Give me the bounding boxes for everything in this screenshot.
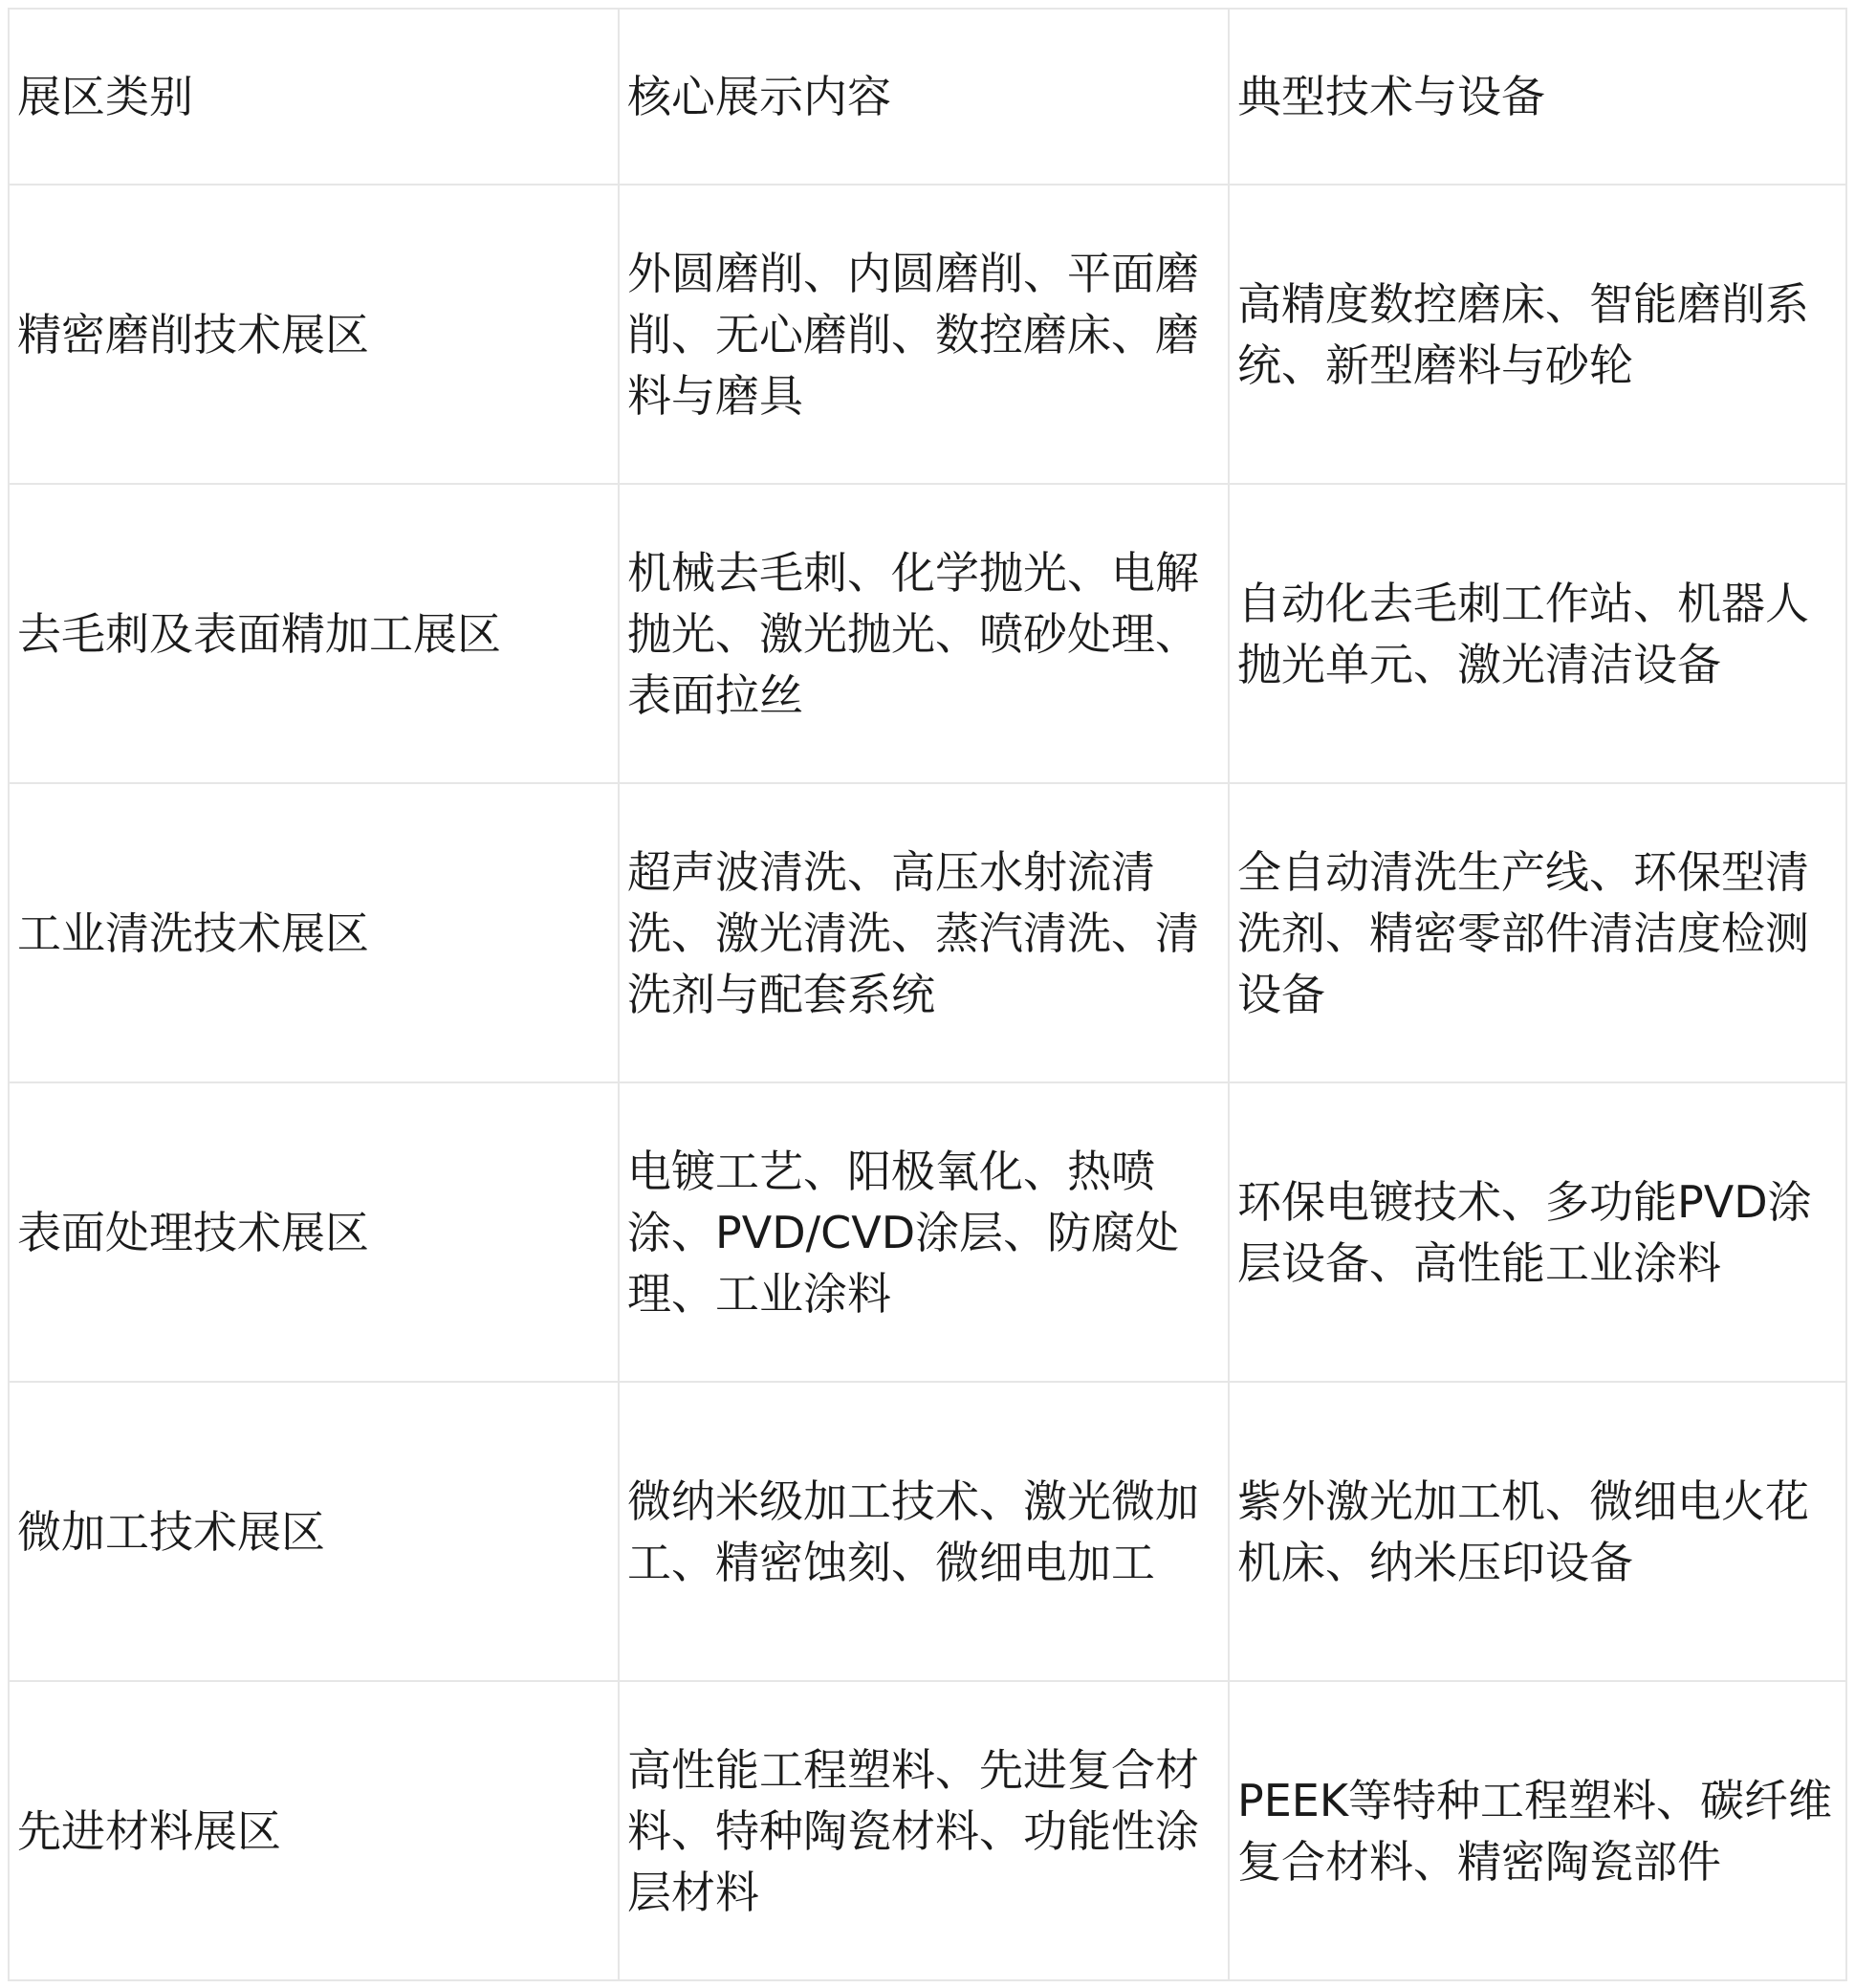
header-typical-tech: 典型技术与设备 <box>1229 9 1846 185</box>
table-row <box>9 1681 1846 1980</box>
core-content-cell: 高性能工程塑料、先进复合材料、特种陶瓷材料、功能性涂层材料 <box>619 1681 1229 1980</box>
zone-category-cell: 微加工技术展区 <box>9 1382 619 1681</box>
typical-tech-cell: 全自动清洗生产线、环保型清洗剂、精密零部件清洁度检测设备 <box>1229 783 1846 1082</box>
table-row <box>9 783 1846 1082</box>
zone-category-cell: 去毛刺及表面精加工展区 <box>9 484 619 783</box>
typical-tech-cell: PEEK等特种工程塑料、碳纤维复合材料、精密陶瓷部件 <box>1229 1681 1846 1980</box>
core-content-cell: 外圆磨削、内圆磨削、平面磨削、无心磨削、数控磨床、磨料与磨具 <box>619 185 1229 484</box>
typical-tech-cell: 环保电镀技术、多功能PVD涂层设备、高性能工业涂料 <box>1229 1082 1846 1382</box>
table-row <box>9 1082 1846 1382</box>
typical-tech-cell: 自动化去毛刺工作站、机器人抛光单元、激光清洁设备 <box>1229 484 1846 783</box>
zone-category-cell: 先进材料展区 <box>9 1681 619 1980</box>
zone-category-cell: 精密磨削技术展区 <box>9 185 619 484</box>
zone-category-cell: 表面处理技术展区 <box>9 1082 619 1382</box>
core-content-cell: 超声波清洗、高压水射流清洗、激光清洗、蒸汽清洗、清洗剂与配套系统 <box>619 783 1229 1082</box>
table-header-row <box>9 9 1846 185</box>
exhibition-zone-table <box>8 8 1847 1981</box>
core-content-cell: 微纳米级加工技术、激光微加工、精密蚀刻、微细电加工 <box>619 1382 1229 1681</box>
header-core-content: 核心展示内容 <box>619 9 1229 185</box>
header-zone-category: 展区类别 <box>9 9 619 185</box>
core-content-cell: 电镀工艺、阳极氧化、热喷涂、PVD/CVD涂层、防腐处理、工业涂料 <box>619 1082 1229 1382</box>
typical-tech-cell: 高精度数控磨床、智能磨削系统、新型磨料与砂轮 <box>1229 185 1846 484</box>
core-content-cell: 机械去毛刺、化学抛光、电解抛光、激光抛光、喷砂处理、表面拉丝 <box>619 484 1229 783</box>
typical-tech-cell: 紫外激光加工机、微细电火花机床、纳米压印设备 <box>1229 1382 1846 1681</box>
table-row <box>9 1382 1846 1681</box>
table-row <box>9 185 1846 484</box>
zone-category-cell: 工业清洗技术展区 <box>9 783 619 1082</box>
table-row <box>9 484 1846 783</box>
